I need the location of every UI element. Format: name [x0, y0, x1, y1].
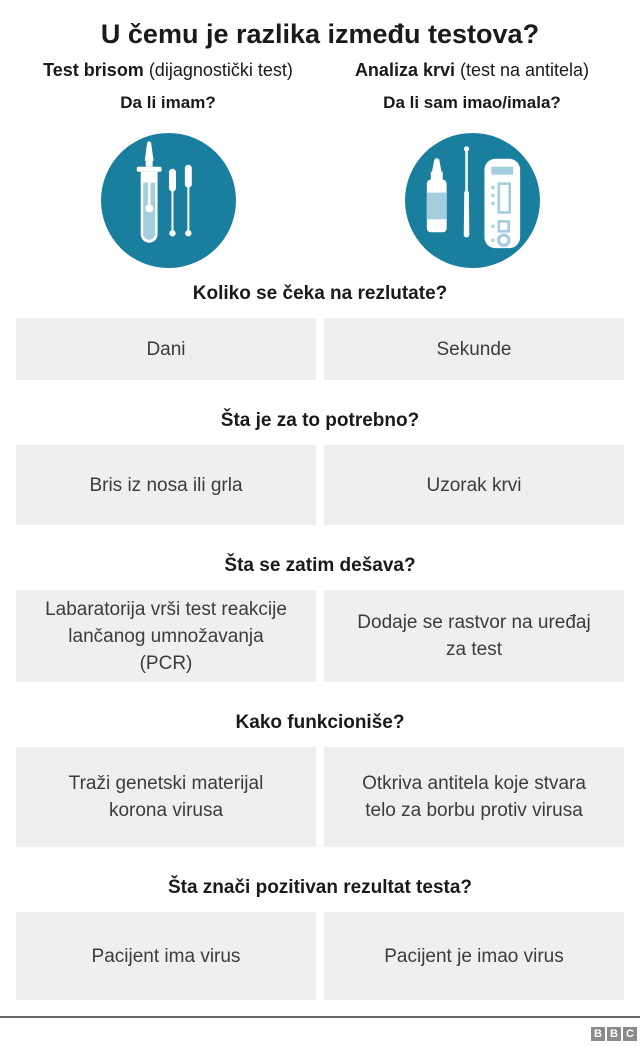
column-headers	[16, 59, 624, 81]
bbc-logo-letter: C	[623, 1027, 637, 1041]
column-questions	[16, 92, 624, 114]
blood-test-name: Analiza krvi	[354, 60, 455, 80]
swab-test-question: Da li imam?	[120, 93, 216, 112]
swab-test-name: Test brisom	[43, 60, 144, 80]
section-heading: Kako funkcioniše?	[235, 712, 405, 733]
answer-row	[16, 590, 624, 682]
section-how-it-works	[0, 711, 640, 847]
answer-blood: Dodaje se rastvor na uređaj za test	[324, 590, 624, 682]
bbc-logo-letter: B	[591, 1027, 605, 1041]
swab-test-suffix: (dijagnostički test)	[143, 60, 293, 80]
answer-swab: Bris iz nosa ili grla	[16, 445, 316, 525]
answer-swab: Traži genetski materijal korona virusa	[16, 747, 316, 847]
answer-row	[16, 318, 624, 380]
answer-blood: Pacijent je imao virus	[324, 912, 624, 1000]
answer-blood: Uzorak krvi	[324, 445, 624, 525]
blood-test-suffix: (test na antitela)	[454, 60, 590, 80]
column-header-swab-test	[16, 59, 320, 81]
section-wait-time	[0, 282, 640, 380]
section-heading: Šta se zatim dešava?	[224, 555, 416, 576]
bbc-logo	[0, 1027, 637, 1041]
section-heading: Koliko se čeka na rezlutate?	[192, 283, 448, 304]
swab-test-icon	[101, 133, 236, 268]
column-header-blood-test	[320, 59, 624, 81]
section-requirements	[0, 409, 640, 525]
answer-blood: Sekunde	[324, 318, 624, 380]
bbc-logo-letter: B	[607, 1027, 621, 1041]
answer-row	[16, 747, 624, 847]
section-heading: Šta znači pozitivan rezultat testa?	[167, 877, 473, 898]
blood-test-question: Da li sam imao/imala?	[383, 93, 561, 112]
page-title: U čemu je razlika između testova?	[100, 19, 540, 49]
answer-blood: Otkriva antitela koje stvara telo za borbu protiv virusa	[324, 747, 624, 847]
answer-row	[16, 445, 624, 525]
section-heading: Šta je za to potrebno?	[220, 410, 420, 431]
answer-swab: Dani	[16, 318, 316, 380]
section-positive-result	[0, 876, 640, 1000]
answer-swab: Pacijent ima virus	[16, 912, 316, 1000]
antibody-test-icon	[405, 133, 540, 268]
section-process	[0, 554, 640, 682]
answer-row	[16, 912, 624, 1000]
icons-row	[16, 133, 624, 268]
footer-divider	[0, 1016, 640, 1018]
answer-swab: Labaratorija vrši test reakcije lančanog umnožavanja (PCR)	[16, 590, 316, 682]
